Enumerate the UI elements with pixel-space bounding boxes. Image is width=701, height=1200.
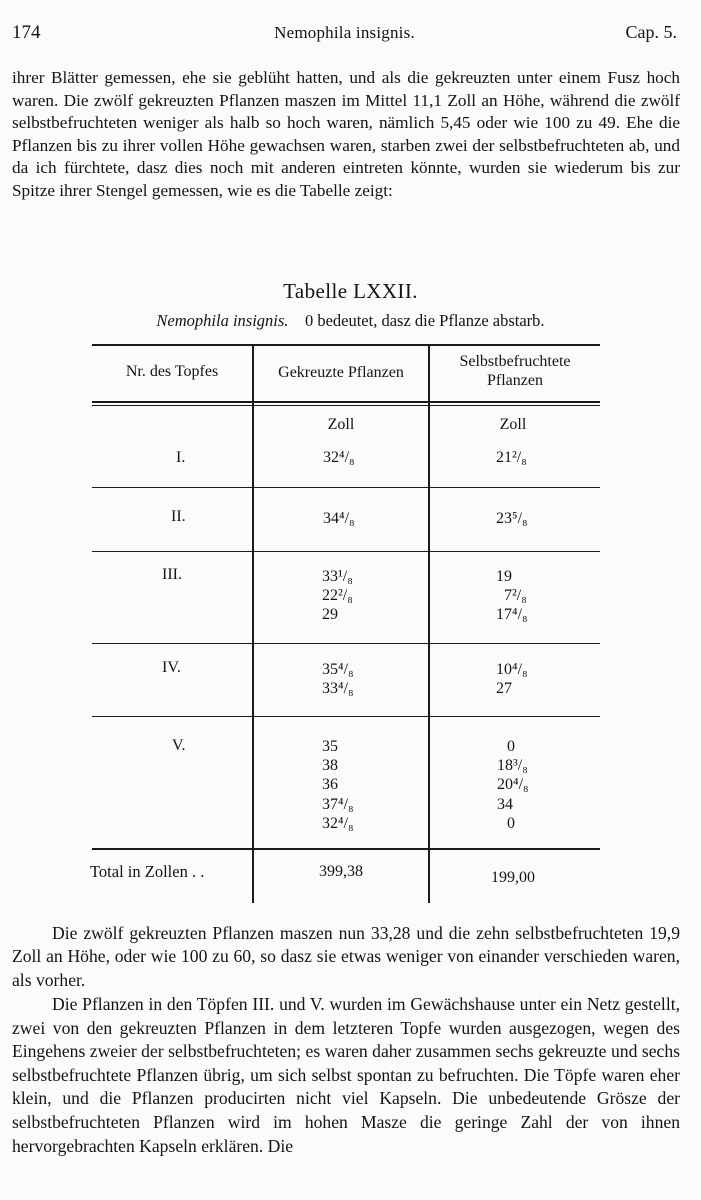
table-caption — [0, 311, 701, 331]
crossed-value: 22²/₈ — [322, 587, 353, 605]
self-value: 27 — [496, 680, 512, 698]
self-values — [496, 509, 528, 528]
crossed-values — [322, 660, 354, 698]
row-divider — [92, 716, 600, 717]
pot-label: IV. — [162, 659, 181, 676]
crossed-values — [322, 567, 353, 625]
crossed-values — [323, 509, 355, 528]
table-title: Tabelle LXXII. — [283, 279, 418, 303]
self-values — [496, 660, 528, 698]
self-value: 18³/₈ — [497, 757, 528, 775]
self-value: 19 — [496, 568, 512, 585]
total-crossed: 399,38 — [319, 863, 363, 880]
pot-label: III. — [162, 566, 182, 583]
self-value: 17⁴/₈ — [496, 606, 528, 624]
self-value: 34 — [497, 795, 513, 813]
row-divider — [92, 551, 600, 552]
row-divider — [92, 487, 600, 488]
crossed-value: 29 — [322, 606, 338, 624]
crossed-value: 32⁴/₈ — [322, 814, 354, 832]
self-value: 0 — [507, 738, 515, 755]
paragraph-result: Die zwölf gekreuzten Pflanzen maszen nun 33,28 und die zehn selbstbefruchteten 19,9 Zoll an Höhe, oder wie 100 zu 60, so dasz sie etwas weniger von einander verschieden waren, als vorher. — [12, 923, 680, 990]
page-number: 174 — [12, 22, 41, 43]
self-value: 20⁴/₈ — [497, 776, 529, 794]
self-value: 0 — [507, 814, 515, 832]
table-caption-note: 0 bedeutet, dasz die Pflanze abstarb. — [304, 311, 545, 330]
crossed-value: 33¹/₈ — [322, 568, 353, 585]
total-label: Total in Zollen . . — [90, 862, 205, 881]
table-caption-species: Nemophila insignis. — [156, 311, 289, 330]
crossed-value: 37⁴/₈ — [322, 795, 354, 813]
crossed-value: 34⁴/₈ — [323, 510, 355, 527]
self-values — [496, 448, 527, 467]
running-title: Nemophila insignis. — [274, 23, 415, 42]
pot-label: I. — [176, 449, 186, 466]
crossed-value: 36 — [322, 776, 338, 794]
unit-label-crossed: Zoll — [327, 416, 355, 433]
total-self: 199,00 — [491, 869, 535, 886]
paragraph-experiment: Die Pflanzen in den Töpfen III. und V. wurden im Gewächshause unter ein Netz gestellt, zwei von den gekreuzten Pflanzen in dem letzteren Topfe wurden ausgezogen, wegen des Eingehens zweier der selbstbefruchteten; es waren daher zusammen sechs gekreuzte und sechs selbstbefruchtete Pflanzen übrig, um sich selbst spontan zu befruchten. Die Töpfe waren eher klein, und die Pflanzen producirten nicht viel Kapseln. Die unbedeutende Grösze der selbstbefruchteten Pflanzen wird im hohen Masze die geringe Zahl der von ihnen hervorgebrachten Kapseln erklären. Die — [12, 994, 680, 1156]
paragraph-intro: ihrer Blätter gemessen, ehe sie geblüht hatten, und als die gekreuzten unter einem Fusz hoch waren. Die zwölf gekreuzten Pflanzen maszen im Mittel 11,1 Zoll an Höhe, während die zwölf selbstbefruchteten weniger als halb so hoch waren, nämlich 5,45 oder wie 100 zu 49. Ehe die Pflanzen bis zu ihrer vollen Höhe gewachsen waren, starben zwei der selbstbefruchteten ab, und da ich fürchtete, dasz dies noch mit anderen eintreten könnte, wurden sie wiederum bis zur Spitze ihrer Stengel gemessen, wie es die Tabelle zeigt: — [12, 68, 680, 200]
crossed-value: 32⁴/₈ — [323, 449, 355, 466]
crossed-value: 35⁴/₈ — [322, 661, 354, 678]
crossed-values — [323, 448, 355, 467]
pot-label: II. — [171, 508, 186, 525]
running-header — [12, 22, 677, 48]
column-header-pot: Nr. des Topfes — [125, 363, 219, 380]
self-value: 23⁵/₈ — [496, 510, 528, 527]
chapter-label: Cap. 5. — [625, 22, 677, 42]
unit-label-self: Zoll — [499, 416, 527, 433]
self-values — [497, 737, 529, 833]
self-value: 7²/₈ — [504, 587, 527, 605]
crossed-value: 35 — [322, 738, 338, 755]
column-header-crossed: Gekreuzte Pflanzen — [278, 364, 404, 381]
crossed-values — [322, 737, 354, 833]
table-total-rule — [92, 848, 600, 850]
crossed-value: 33⁴/₈ — [322, 680, 354, 698]
self-values — [496, 567, 528, 625]
table-top-rule — [92, 344, 600, 346]
crossed-value: 38 — [322, 757, 338, 775]
column-header-self: Selbstbefruchtete Pflanzen — [459, 353, 571, 389]
self-value: 10⁴/₈ — [496, 661, 528, 678]
pot-label: V. — [172, 737, 186, 754]
table-header-rule — [92, 401, 600, 403]
self-value: 21²/₈ — [496, 449, 527, 466]
row-divider — [92, 643, 600, 644]
table-header-rule-second — [92, 405, 600, 406]
